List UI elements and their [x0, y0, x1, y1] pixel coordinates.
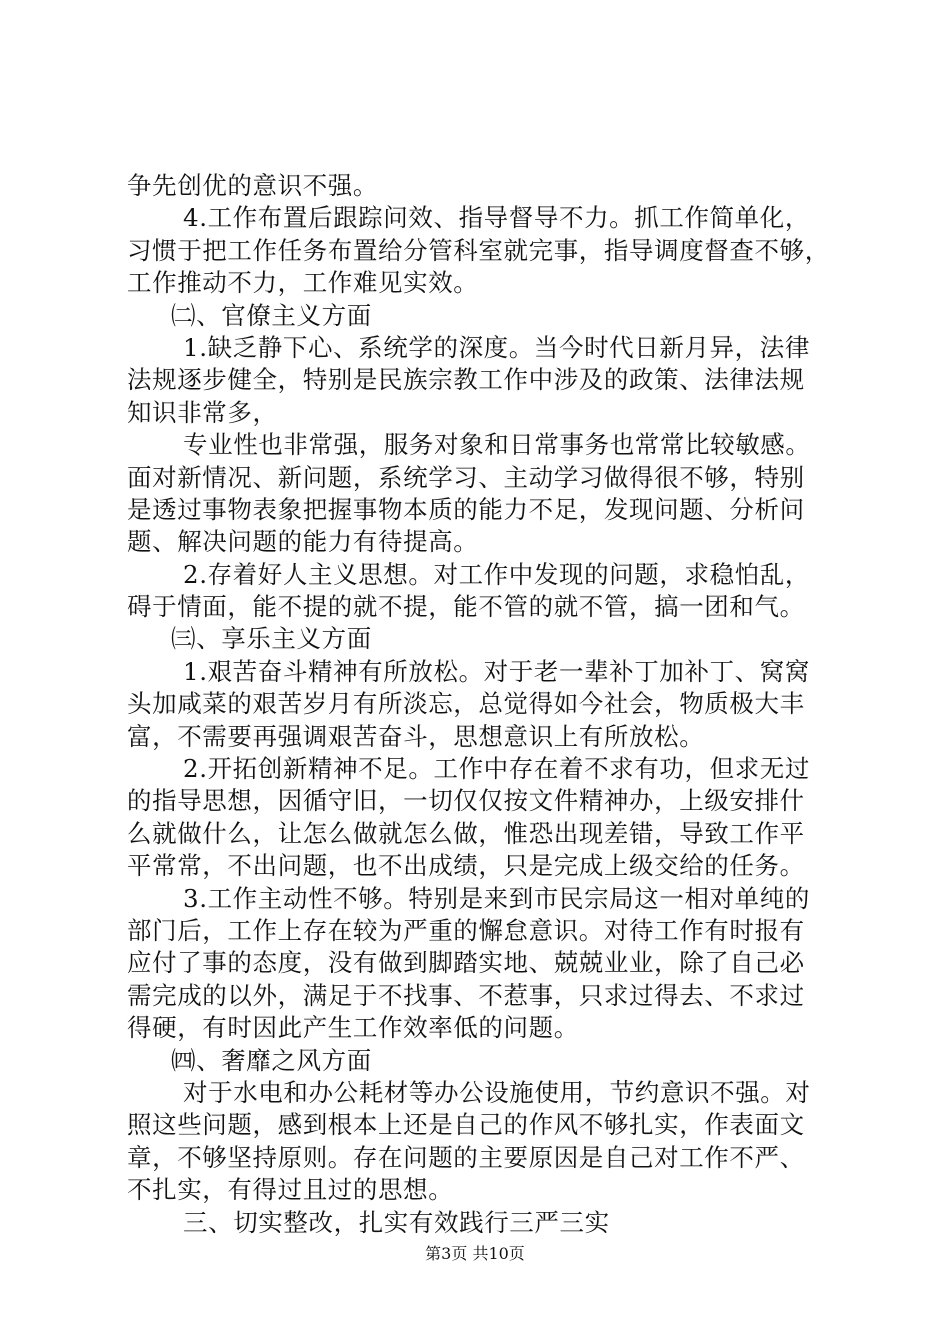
- text-line: 面对新情况、新问题，系统学习、主动学习做得很不够，特别: [127, 462, 805, 492]
- section-heading: ㈢、享乐主义方面: [171, 624, 372, 654]
- text-line: 章，不够坚持原则。存在问题的主要原因是自己对工作不严、: [127, 1142, 805, 1172]
- text-line: 需完成的以外，满足于不找事、不惹事，只求过得去、不求过: [127, 980, 805, 1010]
- text-line: 是透过事物表象把握事物本质的能力不足，发现问题、分析问: [127, 494, 805, 524]
- text-line: 2.开拓创新精神不足。工作中存在着不求有功，但求无过: [183, 754, 810, 784]
- text-line: 1.缺乏静下心、系统学的深度。当今时代日新月异，法律: [183, 332, 810, 362]
- text-line: 2.存着好人主义思想。对工作中发现的问题，求稳怕乱，: [183, 559, 810, 589]
- text-line: 对于水电和办公耗材等办公设施使用，节约意识不强。对: [183, 1077, 811, 1107]
- text-line: 得硬，有时因此产生工作效率低的问题。: [127, 1013, 579, 1043]
- text-line: 知识非常多，: [127, 397, 278, 427]
- document-body: [127, 170, 837, 1239]
- text-line: 部门后，工作上存在较为严重的懈怠意识。对待工作有时报有: [127, 915, 805, 945]
- text-line: 的指导思想，因循守旧，一切仅仅按文件精神办，上级安排什: [127, 786, 805, 816]
- section-heading: ㈣、奢靡之风方面: [171, 1045, 372, 1075]
- text-line: 平常常，不出问题，也不出成绩，只是完成上级交给的任务。: [127, 851, 805, 881]
- text-line: 法规逐步健全，特别是民族宗教工作中涉及的政策、法律法规: [127, 365, 805, 395]
- text-line: 富，不需要再强调艰苦奋斗，思想意识上有所放松。: [127, 721, 705, 751]
- text-line: 3.工作主动性不够。特别是来到市民宗局这一相对单纯的: [183, 883, 810, 913]
- text-line: 么就做什么，让怎么做就怎么做，惟恐出现差错，导致工作平: [127, 818, 805, 848]
- text-line: 4.工作布置后跟踪问效、指导督导不力。抓工作简单化，: [183, 203, 810, 233]
- text-line: 争先创优的意识不强。: [127, 171, 378, 200]
- text-line: 碍于情面，能不提的就不提，能不管的就不管，搞一团和气。: [127, 592, 805, 622]
- text-line: 工作推动不力，工作难见实效。: [127, 268, 479, 298]
- text-line: 习惯于把工作任务布置给分管科室就完事，指导调度督查不够，: [127, 235, 830, 265]
- text-line: 专业性也非常强，服务对象和日常事务也常常比较敏感。: [183, 430, 811, 460]
- page-number-footer: 第3页 共10页: [425, 1244, 525, 1263]
- section-heading: ㈡、官僚主义方面: [171, 300, 372, 330]
- text-line: 头加咸菜的艰苦岁月有所淡忘，总觉得如今社会，物质极大丰: [127, 689, 805, 719]
- text-line: 照这些问题，感到根本上还是自己的作风不够扎实，作表面文: [127, 1110, 805, 1140]
- text-line: 题、解决问题的能力有待提高。: [127, 527, 479, 557]
- text-line: 不扎实，有得过且过的思想。: [127, 1175, 454, 1205]
- section-heading: 三、切实整改，扎实有效践行三严三实: [183, 1207, 610, 1237]
- text-line: 应付了事的态度，没有做到脚踏实地、兢兢业业，除了自己必: [127, 948, 805, 978]
- text-line: 1.艰苦奋斗精神有所放松。对于老一辈补丁加补丁、窝窝: [183, 656, 810, 686]
